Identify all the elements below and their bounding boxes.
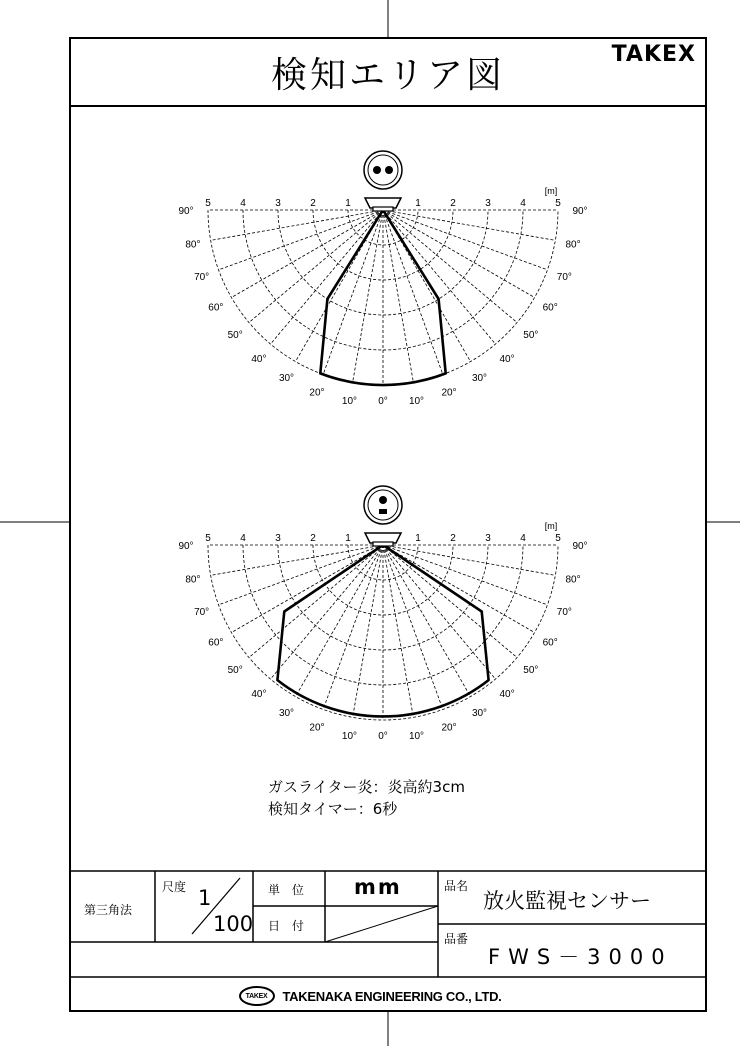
angle-ray: [249, 545, 383, 657]
angle-ray: [249, 210, 383, 322]
angle-label: 90°: [572, 206, 588, 217]
angle-ray: [383, 545, 443, 709]
distance-tick-label: 4: [520, 533, 526, 544]
angle-label: 30°: [471, 373, 488, 385]
angle-label: 30°: [278, 373, 295, 385]
angle-label: 90°: [178, 541, 194, 552]
distance-tick-label: 1: [345, 198, 351, 209]
angle-label: 60°: [208, 302, 224, 314]
distance-tick-label: 2: [450, 533, 456, 544]
angle-ray: [271, 545, 383, 679]
distance-tick-label: 1: [415, 198, 421, 209]
angle-label: 40°: [251, 688, 267, 700]
angle-label: 50°: [227, 330, 243, 342]
sensor-window: [385, 166, 393, 174]
angle-label: 10°: [408, 396, 425, 408]
angle-label: 30°: [278, 708, 295, 720]
distance-tick-label: 5: [205, 533, 211, 544]
scale-numerator: 1: [198, 886, 212, 910]
angle-ray: [219, 210, 383, 270]
note-flame: ガスライター炎：炎高約3cm: [268, 778, 465, 796]
unit-label: 単 位: [268, 883, 308, 897]
angle-label: 0°: [378, 396, 388, 407]
angle-ray: [383, 210, 517, 322]
angle-label: 40°: [499, 688, 515, 700]
angle-label: 10°: [341, 731, 358, 743]
part-number-label: 品番: [444, 932, 469, 946]
angle-ray: [383, 210, 555, 240]
sensor-lens: [373, 207, 393, 211]
angle-label: 80°: [185, 239, 201, 251]
angle-label: 10°: [341, 396, 358, 408]
angle-label: 0°: [378, 731, 388, 742]
angle-label: 20°: [309, 722, 325, 734]
angle-label: 60°: [542, 637, 558, 649]
angle-label: 70°: [194, 607, 210, 619]
angle-ray: [219, 545, 383, 605]
angle-label: 20°: [441, 387, 457, 399]
unit-label: [m]: [544, 186, 558, 196]
detection-area-diagram-bottom: [178, 486, 587, 742]
distance-tick-label: 2: [450, 198, 456, 209]
angle-label: 20°: [441, 722, 457, 734]
product-name-label: 品名: [444, 879, 469, 893]
detection-area-diagram-top: [178, 151, 587, 407]
angle-label: 60°: [208, 637, 224, 649]
projection-method: 第三角法: [84, 903, 133, 917]
unit-value: mm: [354, 875, 402, 899]
scale-denominator: 100: [213, 912, 254, 936]
part-number: FWS－3000: [488, 945, 673, 969]
distance-tick-label: 4: [520, 198, 526, 209]
product-name: 放火監視センサー: [483, 889, 651, 913]
distance-tick-label: 1: [415, 533, 421, 544]
angle-label: 90°: [572, 541, 588, 552]
company-logo: TAKEX: [239, 986, 275, 1006]
unit-label: [m]: [544, 521, 558, 531]
angle-ray: [211, 545, 383, 575]
distance-tick-label: 2: [310, 198, 316, 209]
angle-label: 70°: [556, 607, 572, 619]
distance-tick-label: 3: [275, 533, 281, 544]
brand-logo: TAKEX: [611, 42, 696, 67]
angle-ray: [271, 210, 383, 344]
page-title: 検知エリア図: [270, 54, 505, 96]
angle-label: 50°: [227, 665, 243, 677]
angle-ray: [383, 210, 495, 344]
distance-tick-label: 5: [555, 198, 561, 209]
note-timer: 検知タイマー：6秒: [268, 800, 398, 818]
angle-label: 70°: [194, 272, 210, 284]
angle-label: 40°: [499, 353, 515, 365]
distance-tick-label: 2: [310, 533, 316, 544]
angle-label: 20°: [309, 387, 325, 399]
sensor-window: [379, 509, 387, 514]
distance-tick-label: 5: [555, 533, 561, 544]
angle-label: 10°: [408, 731, 425, 743]
angle-ray: [383, 545, 555, 575]
distance-tick-label: 3: [485, 533, 491, 544]
angle-label: 50°: [523, 665, 539, 677]
angle-label: 50°: [523, 330, 539, 342]
angle-label: 90°: [178, 206, 194, 217]
angle-label: 70°: [556, 272, 572, 284]
sensor-front-view: [364, 151, 402, 189]
angle-label: 80°: [565, 239, 581, 251]
angle-label: 40°: [251, 353, 267, 365]
angle-label: 80°: [185, 574, 201, 586]
angle-ray: [353, 545, 383, 717]
sensor-window: [379, 496, 387, 504]
angle-label: 60°: [542, 302, 558, 314]
angle-ray: [211, 210, 383, 240]
angle-label: 80°: [565, 574, 581, 586]
distance-tick-label: 4: [240, 198, 246, 209]
angle-ray: [383, 545, 413, 717]
distance-tick-label: 5: [205, 198, 211, 209]
angle-ray: [383, 545, 517, 657]
sensor-window: [373, 166, 381, 174]
sensor-lens: [373, 542, 393, 546]
distance-tick-label: 4: [240, 533, 246, 544]
sensor-front-view: [364, 486, 402, 524]
angle-label: 30°: [471, 708, 488, 720]
distance-tick-label: 3: [275, 198, 281, 209]
company-name: TAKENAKA ENGINEERING CO., LTD.: [282, 988, 502, 1004]
distance-tick-label: 3: [485, 198, 491, 209]
distance-tick-label: 1: [345, 533, 351, 544]
date-label: 日 付: [268, 919, 308, 933]
angle-ray: [383, 545, 495, 679]
company-footer: [0, 982, 740, 1010]
scale-label: 尺度: [162, 880, 187, 894]
